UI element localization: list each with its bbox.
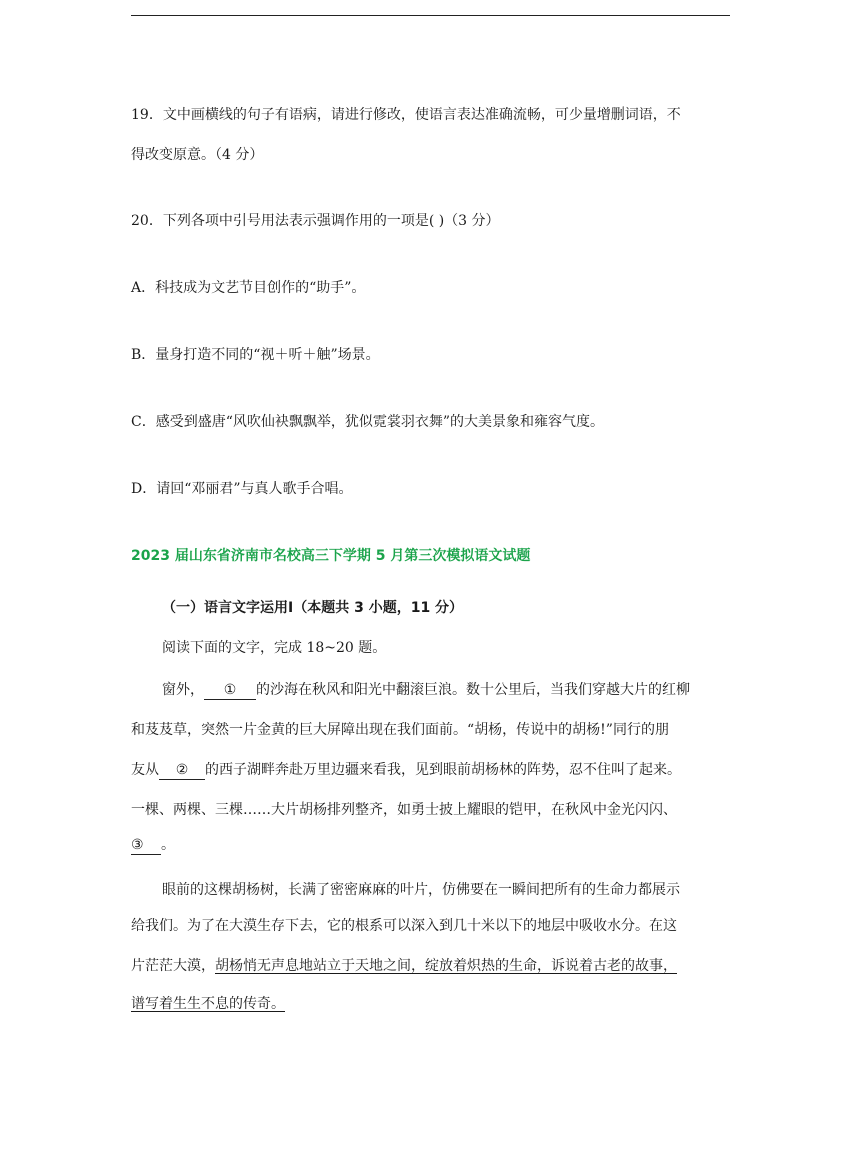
reading-instruction: 阅读下面的文字，完成 18~20 题。: [162, 640, 387, 656]
blank-3: ③: [131, 836, 161, 855]
q20-option-b: B．量身打造不同的“视＋听＋触”场景。: [131, 347, 380, 363]
passage-p2-line-3: [131, 956, 677, 976]
passage-line-1: [162, 680, 690, 700]
underlined-sentence: 胡杨悄无声息地站立于天地之间，绽放着炽热的生命，诉说着古老的故事，: [215, 958, 677, 974]
passage-line-3: [131, 760, 681, 780]
passage-p2-line-4: [131, 994, 285, 1014]
passage-line-2: 和芨芨草，突然一片金黄的巨大屏障出现在我们面前。“胡杨，传说中的胡杨!”同行的朋: [131, 722, 669, 738]
q19-line2: 得改变原意。（4 分）: [131, 147, 264, 163]
q20-option-a: A．科技成为文艺节目创作的“助手”。: [131, 280, 366, 296]
section-heading: （一）语言文字运用Ⅰ（本题共 3 小题，11 分）: [162, 600, 464, 616]
passage-line-4: 一棵、两棵、三棵……大片胡杨排列整齐，如勇士披上耀眼的铠甲，在秋风中金光闪闪、: [131, 802, 677, 818]
exam-title: 2023 届山东省济南市名校高三下学期 5 月第三次模拟语文试题: [131, 548, 531, 564]
passage-text: 窗外，: [162, 682, 204, 698]
passage-p2-line-1: 眼前的这棵胡杨树，长满了密密麻麻的叶片，仿佛要在一瞬间把所有的生命力都展示: [162, 882, 680, 898]
q20-option-c: C．感受到盛唐“风吹仙袂飘飘举，犹似霓裳羽衣舞”的大美景象和雍容气度。: [131, 414, 605, 430]
q20-option-d: D．请回“邓丽君”与真人歌手合唱。: [131, 481, 353, 497]
passage-line-5: [131, 835, 175, 855]
blank-1: ①: [204, 681, 256, 700]
passage-text: 。: [161, 837, 175, 853]
passage-p2-line-2: 给我们。为了在大漠生存下去，它的根系可以深入到几十米以下的地层中吸收水分。在这: [131, 918, 677, 934]
passage-text: 的西子湖畔奔赴万里边疆来看我，见到眼前胡杨林的阵势，忍不住叫了起来。: [205, 762, 681, 778]
passage-text: 友从: [131, 762, 159, 778]
passage-text: 片茫茫大漠，: [131, 958, 215, 974]
header-rule: [131, 15, 730, 16]
blank-2: ②: [159, 761, 205, 780]
q19-line1: 19．文中画横线的句子有语病，请进行修改，使语言表达准确流畅，可少量增删词语，不: [131, 107, 681, 123]
passage-text: 的沙海在秋风和阳光中翻滚巨浪。数十公里后，当我们穿越大片的红柳: [256, 682, 690, 698]
underlined-sentence: 谱写着生生不息的传奇。: [131, 996, 285, 1012]
q20-stem: 20．下列各项中引号用法表示强调作用的一项是( )（3 分）: [131, 213, 500, 229]
